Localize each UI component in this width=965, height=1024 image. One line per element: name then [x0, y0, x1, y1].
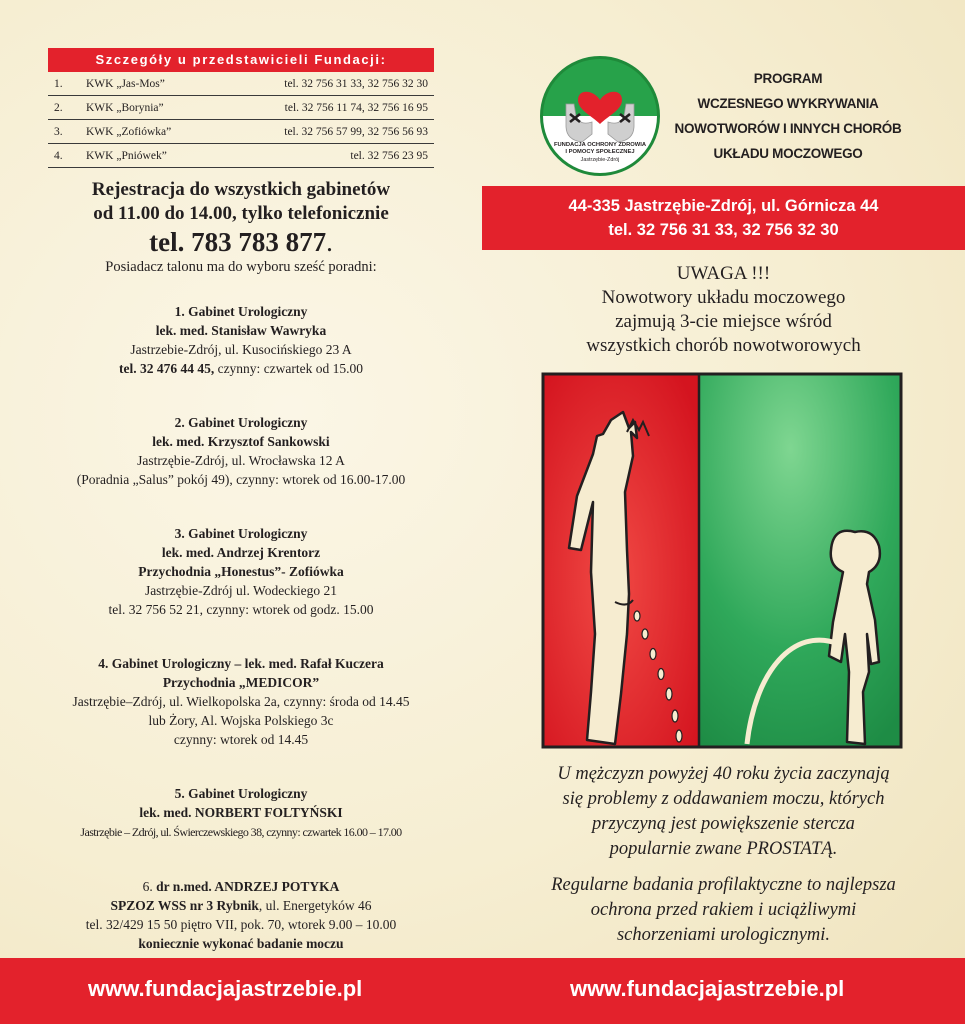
warning-line-4: wszystkich chorób nowotworowych — [586, 335, 861, 356]
warning-line-1: UWAGA !!! — [676, 263, 771, 284]
row-number: 2. — [54, 101, 63, 114]
mine-name: KWK „Pniówek” — [86, 149, 167, 162]
quote-line: się problemy z oddawaniem moczu, których — [562, 789, 885, 809]
cabinet-title: 4. Gabinet Urologiczny – lek. med. Rafał Kuczera — [98, 656, 384, 671]
contact-phone: tel. 32 756 11 74, 32 756 16 95 — [284, 101, 428, 114]
logo-text-1: FUNDACJA OCHRONY ZDROWIA — [553, 142, 647, 148]
cabinet-address-2: lub Żory, Al. Wojska Polskiego 3c — [148, 713, 334, 728]
cabinet-3 — [48, 524, 434, 619]
quote-line: popularnie zwane PROSTATĄ. — [609, 839, 838, 859]
cabinet-1 — [48, 302, 434, 378]
cabinet-clinic: SPZOZ WSS nr 3 Rybnik — [110, 898, 259, 913]
cabinet-hours: czynny: wtorek od 14.45 — [173, 732, 309, 747]
contact-row — [48, 96, 434, 120]
warning-line-2: Nowotwory układu moczowego — [601, 287, 846, 308]
prostate-illustration — [541, 372, 903, 750]
cabinet-6 — [48, 877, 434, 953]
program-line-2: WCZESNEGO WYKRYWANIA — [697, 96, 879, 111]
contact-row — [48, 144, 434, 168]
cabinet-doctor: dr n.med. ANDRZEJ POTYKA — [156, 879, 340, 894]
foundation-logo — [540, 56, 660, 176]
cabinet-4 — [48, 654, 434, 749]
quote-line: U mężczyzn powyżej 40 roku życia zaczynają — [557, 764, 890, 784]
cabinet-number: 6. — [142, 879, 157, 894]
row-number: 1. — [54, 77, 63, 90]
registration-phone — [48, 226, 434, 258]
contact-row — [48, 120, 434, 144]
quote-line: schorzeniami urologicznymi. — [616, 925, 831, 945]
contact-phone: tel. 32 756 23 95 — [350, 149, 428, 162]
cabinet-hours: (Poradnia „Salus” pokój 49), czynny: wtorek od 16.00-17.00 — [76, 472, 406, 487]
cabinet-clinic: Przychodnia „MEDICOR” — [162, 675, 320, 690]
registration-choice: Posiadacz talonu ma do wyboru sześć poradni: — [105, 259, 377, 275]
cabinet-title: 2. Gabinet Urologiczny — [174, 415, 308, 430]
cabinet-address: Jastrzębie-Zdrój ul. Wodeckiego 21 — [144, 583, 338, 598]
registration-block — [48, 178, 434, 276]
cabinet-2 — [48, 413, 434, 489]
program-title — [672, 66, 904, 166]
cabinet-address: Jastrzębie – Zdrój, ul. Świerczewskiego 38, czynny: czwartek 16.00 – 17.00 — [80, 825, 402, 839]
cabinet-address: Jastrzębie–Zdrój, ul. Wielkopolska 2a, czynny: środa od 14.45 — [72, 694, 410, 709]
quote-line: ochrona przed rakiem i uciążliwymi — [590, 900, 857, 920]
program-line-3: NOWOTWORÓW I INNYCH CHORÓB — [674, 121, 902, 136]
cabinet-doctor: lek. med. Andrzej Krentorz — [161, 545, 321, 560]
cabinet-address: Jastrzębie-Zdrój, ul. Wrocławska 12 A — [137, 453, 345, 468]
cabinet-5 — [48, 784, 434, 842]
row-number: 3. — [54, 125, 63, 138]
cabinet-clinic: Przychodnia „Honestus”- Zofiówka — [138, 564, 344, 579]
warning-block — [482, 262, 965, 358]
cabinet-doctor: lek. med. Krzysztof Sankowski — [152, 434, 330, 449]
contact-phone: tel. 32 756 57 99, 32 756 56 93 — [284, 125, 428, 138]
cabinet-address: , ul. Energetyków 46 — [258, 898, 372, 913]
cabinet-hours: czynny: czwartek od 15.00 — [214, 361, 364, 376]
address-bar — [482, 186, 965, 250]
prostate-quote — [482, 762, 965, 948]
cabinet-doctor: lek. med. NORBERT FOLTYŃSKI — [139, 805, 343, 820]
website-link-right[interactable]: www.fundacjajastrzebie.pl — [570, 976, 845, 1001]
cabinet-hours: tel. 32/429 15 50 piętro VII, pok. 70, wtorek 9.00 – 10.00 — [85, 917, 397, 932]
registration-phone-dot: . — [326, 227, 333, 257]
registration-line-1: Rejestracja do wszystkich gabinetów — [91, 179, 391, 200]
registration-line-2: od 11.00 do 14.00, tylko telefonicznie — [93, 203, 389, 224]
cabinet-address: Jastrzebie-Zdrój, ul. Kusocińskiego 23 A — [130, 342, 352, 357]
cabinet-title: 1. Gabinet Urologiczny — [174, 304, 308, 319]
address-line: 44-335 Jastrzębie-Zdrój, ul. Górnicza 44 — [568, 197, 879, 215]
contact-row — [48, 72, 434, 96]
registration-phone-number: tel. 783 783 877 — [149, 227, 327, 257]
left-column — [48, 48, 434, 276]
cabinet-title: 3. Gabinet Urologiczny — [174, 526, 308, 541]
warning-line-3: zajmują 3-cie miejsce wśród — [615, 311, 832, 332]
contacts-header: Szczegóły u przedstawicieli Fundacji: — [48, 48, 434, 72]
website-link-left[interactable]: www.fundacjajastrzebie.pl — [88, 976, 363, 1001]
cabinet-title: 5. Gabinet Urologiczny — [174, 786, 308, 801]
contact-phone: tel. 32 756 31 33, 32 756 32 30 — [284, 77, 428, 90]
quote-line: przyczyną jest powiększenie stercza — [592, 814, 855, 834]
address-phone: tel. 32 756 31 33, 32 756 32 30 — [608, 221, 839, 239]
mine-name: KWK „Jas-Mos” — [86, 77, 165, 90]
cabinet-hours: tel. 32 756 52 21, czynny: wtorek od godz. 15.00 — [108, 602, 374, 617]
cabinet-phone: tel. 32 476 44 45, — [118, 361, 215, 376]
program-line-1: PROGRAM — [753, 71, 823, 86]
program-line-4: UKŁADU MOCZOWEGO — [713, 146, 863, 161]
row-number: 4. — [54, 149, 63, 162]
footer-bar — [0, 958, 965, 1024]
mine-name: KWK „Zofiówka” — [86, 125, 172, 138]
mine-name: KWK „Borynia” — [86, 101, 164, 114]
cabinet-note: koniecznie wykonać badanie moczu — [138, 936, 344, 951]
logo-text-3: Jastrzębie-Zdrój — [580, 157, 620, 163]
quote-line: Regularne badania profilaktyczne to najlepsza — [551, 875, 896, 895]
cabinet-doctor: lek. med. Stanisław Wawryka — [155, 323, 327, 338]
logo-text-2: I POMOCY SPOŁECZNEJ — [565, 149, 635, 155]
